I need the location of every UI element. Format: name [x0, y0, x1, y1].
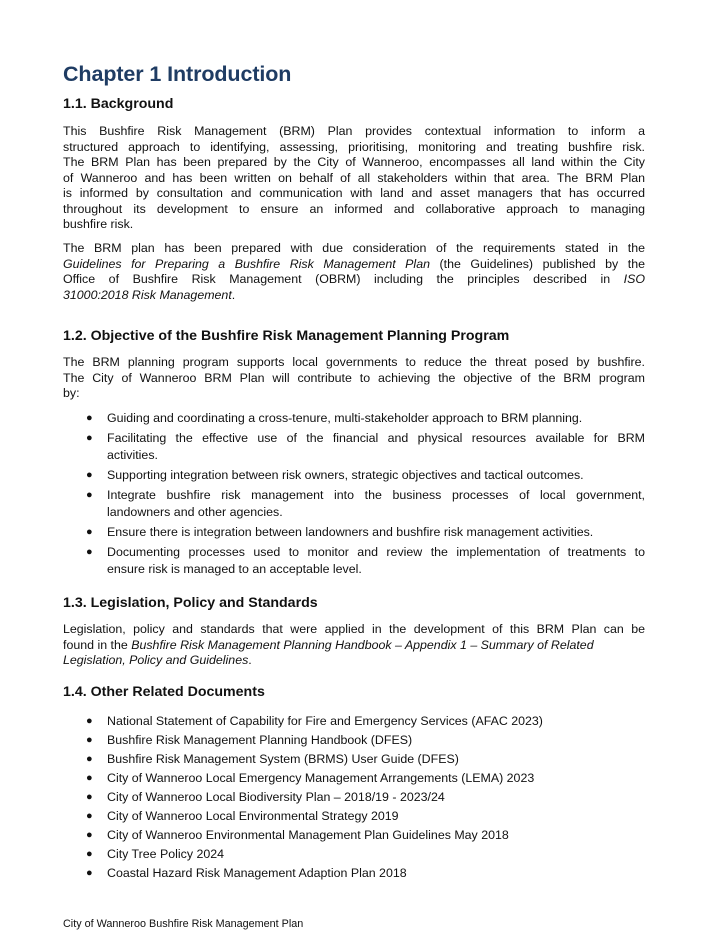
text-run: (the Guidelines) published by the [429, 256, 645, 271]
section-heading-related-documents: 1.4. Other Related Documents [63, 684, 265, 700]
text-line: The City of Wanneroo BRM Plan will contribute to achieving the objective of the BRM program [63, 370, 645, 385]
section-heading-background: 1.1. Background [63, 96, 174, 112]
list-item [63, 487, 645, 521]
bullet-icon: ● [86, 546, 93, 558]
bullet-icon: ● [86, 734, 93, 746]
list-item-text: City of Wanneroo Environmental Management Plan Guidelines May 2018 [107, 828, 509, 842]
list-item [63, 788, 645, 807]
list-item-text: Supporting integration between risk owners, strategic objectives and tactical outcomes. [107, 468, 584, 482]
text-line: The BRM Plan has been prepared by the City of Wanneroo, encompasses all land within the City [63, 155, 645, 169]
bullet-icon: ● [86, 526, 93, 538]
text-line: Legislation, policy and standards that were applied in the development of this BRM Plan can be [63, 622, 645, 636]
list-item [63, 410, 645, 427]
list-item-text: Bushfire Risk Management System (BRMS) User Guide (DFES) [107, 752, 459, 766]
bullet-icon: ● [86, 753, 93, 765]
text-line [63, 257, 645, 273]
text-line [63, 272, 645, 288]
list-item-text: Documenting processes used to monitor and review the implementation of treatments to [107, 545, 645, 559]
text-line: bushfire risk. [63, 217, 134, 231]
bullet-icon: ● [86, 829, 93, 841]
guidelines-title: Guidelines for Preparing a Bushfire Risk Management Plan [63, 256, 430, 271]
bullet-icon: ● [86, 489, 93, 501]
iso-standard: ISO [623, 272, 645, 286]
list-item-text: National Statement of Capability for Fire and Emergency Services (AFAC 2023) [107, 714, 543, 728]
bullet-icon: ● [86, 810, 93, 822]
bullet-icon: ● [86, 412, 93, 424]
list-item-text: Ensure there is integration between landowners and bushfire risk management activities. [107, 525, 594, 539]
text-line: of Wanneroo and has been written on behalf of all stakeholders within that area. The BRM Plan [63, 170, 645, 185]
text-line: structured approach to identifying, assessing, prioritising, monitoring and treating bushfire risk. [63, 139, 645, 154]
handbook-title-cont: Legislation, Policy and Guidelines [63, 653, 249, 667]
list-item [63, 826, 645, 845]
list-item-text: City of Wanneroo Local Emergency Management Arrangements (LEMA) 2023 [107, 771, 535, 785]
list-item [63, 712, 645, 731]
bullet-icon: ● [86, 469, 93, 481]
list-item-text: landowners and other agencies. [107, 505, 283, 519]
bullet-icon: ● [86, 848, 93, 860]
text-line: is informed by consultation and communication with land and asset managers that has occurred [63, 186, 645, 200]
text-line: The BRM plan has been prepared with due consideration of the requirements stated in the [63, 241, 645, 255]
list-item-text: Coastal Hazard Risk Management Adaption Plan 2018 [107, 866, 407, 880]
bullet-icon: ● [86, 867, 93, 879]
legislation-paragraph [63, 622, 645, 669]
handbook-title: Bushfire Risk Management Planning Handbook – Appendix 1 – Summary of Related [131, 637, 594, 652]
list-item-text: Bushfire Risk Management Planning Handbook (DFES) [107, 733, 413, 747]
objective-intro [63, 355, 645, 402]
list-item-text: Guiding and coordinating a cross-tenure, multi-stakeholder approach to BRM planning. [107, 411, 583, 425]
text-line: throughout its development to ensure an informed and collaborative approach to managing [63, 201, 645, 216]
bullet-icon: ● [86, 791, 93, 803]
list-item-text: Integrate bushfire risk management into the business processes of local government, [107, 488, 645, 502]
background-paragraph-1 [63, 124, 645, 233]
list-item [63, 845, 645, 864]
text-line [63, 638, 645, 654]
list-item [63, 430, 645, 464]
chapter-title: Chapter 1 Introduction [63, 62, 292, 86]
list-item-text: City Tree Policy 2024 [107, 847, 225, 861]
list-item [63, 807, 645, 826]
objective-bullet-list [63, 410, 645, 578]
text-line: by: [63, 386, 80, 400]
bullet-icon: ● [86, 772, 93, 784]
list-item [63, 524, 645, 541]
list-item [63, 731, 645, 750]
bullet-icon: ● [86, 715, 93, 727]
list-item [63, 864, 645, 883]
list-item-text: ensure risk is managed to an acceptable level. [107, 562, 362, 576]
list-item-text: City of Wanneroo Local Environmental Strategy 2019 [107, 809, 399, 823]
text-run: . [231, 287, 236, 302]
text-line [63, 653, 645, 669]
text-line: The BRM planning program supports local governments to reduce the threat posed by bushfire. [63, 355, 645, 369]
related-documents-list [63, 712, 645, 883]
text-run: Office of Bushfire Risk Management (OBRM) including the principles described in [63, 272, 624, 286]
list-item [63, 544, 645, 578]
bullet-icon: ● [86, 432, 93, 444]
text-run: . [248, 653, 252, 667]
text-line [63, 288, 645, 304]
list-item-text: City of Wanneroo Local Biodiversity Plan – 2018/19 - 2023/24 [107, 790, 445, 804]
section-heading-objective: 1.2. Objective of the Bushfire Risk Management Planning Program [63, 328, 510, 344]
list-item [63, 750, 645, 769]
section-heading-legislation: 1.3. Legislation, Policy and Standards [63, 595, 318, 611]
list-item-text: Facilitating the effective use of the financial and physical resources available for BRM [107, 431, 645, 445]
list-item [63, 769, 645, 788]
list-item-text: activities. [107, 448, 158, 462]
iso-standard-cont: 31000:2018 Risk Management [63, 287, 232, 302]
text-line: This Bushfire Risk Management (BRM) Plan provides contextual information to inform a [63, 124, 645, 138]
list-item [63, 467, 645, 484]
background-paragraph-2 [63, 241, 645, 303]
text-run: found in the [63, 637, 132, 652]
page-footer: City of Wanneroo Bushfire Risk Management Plan [63, 918, 304, 930]
